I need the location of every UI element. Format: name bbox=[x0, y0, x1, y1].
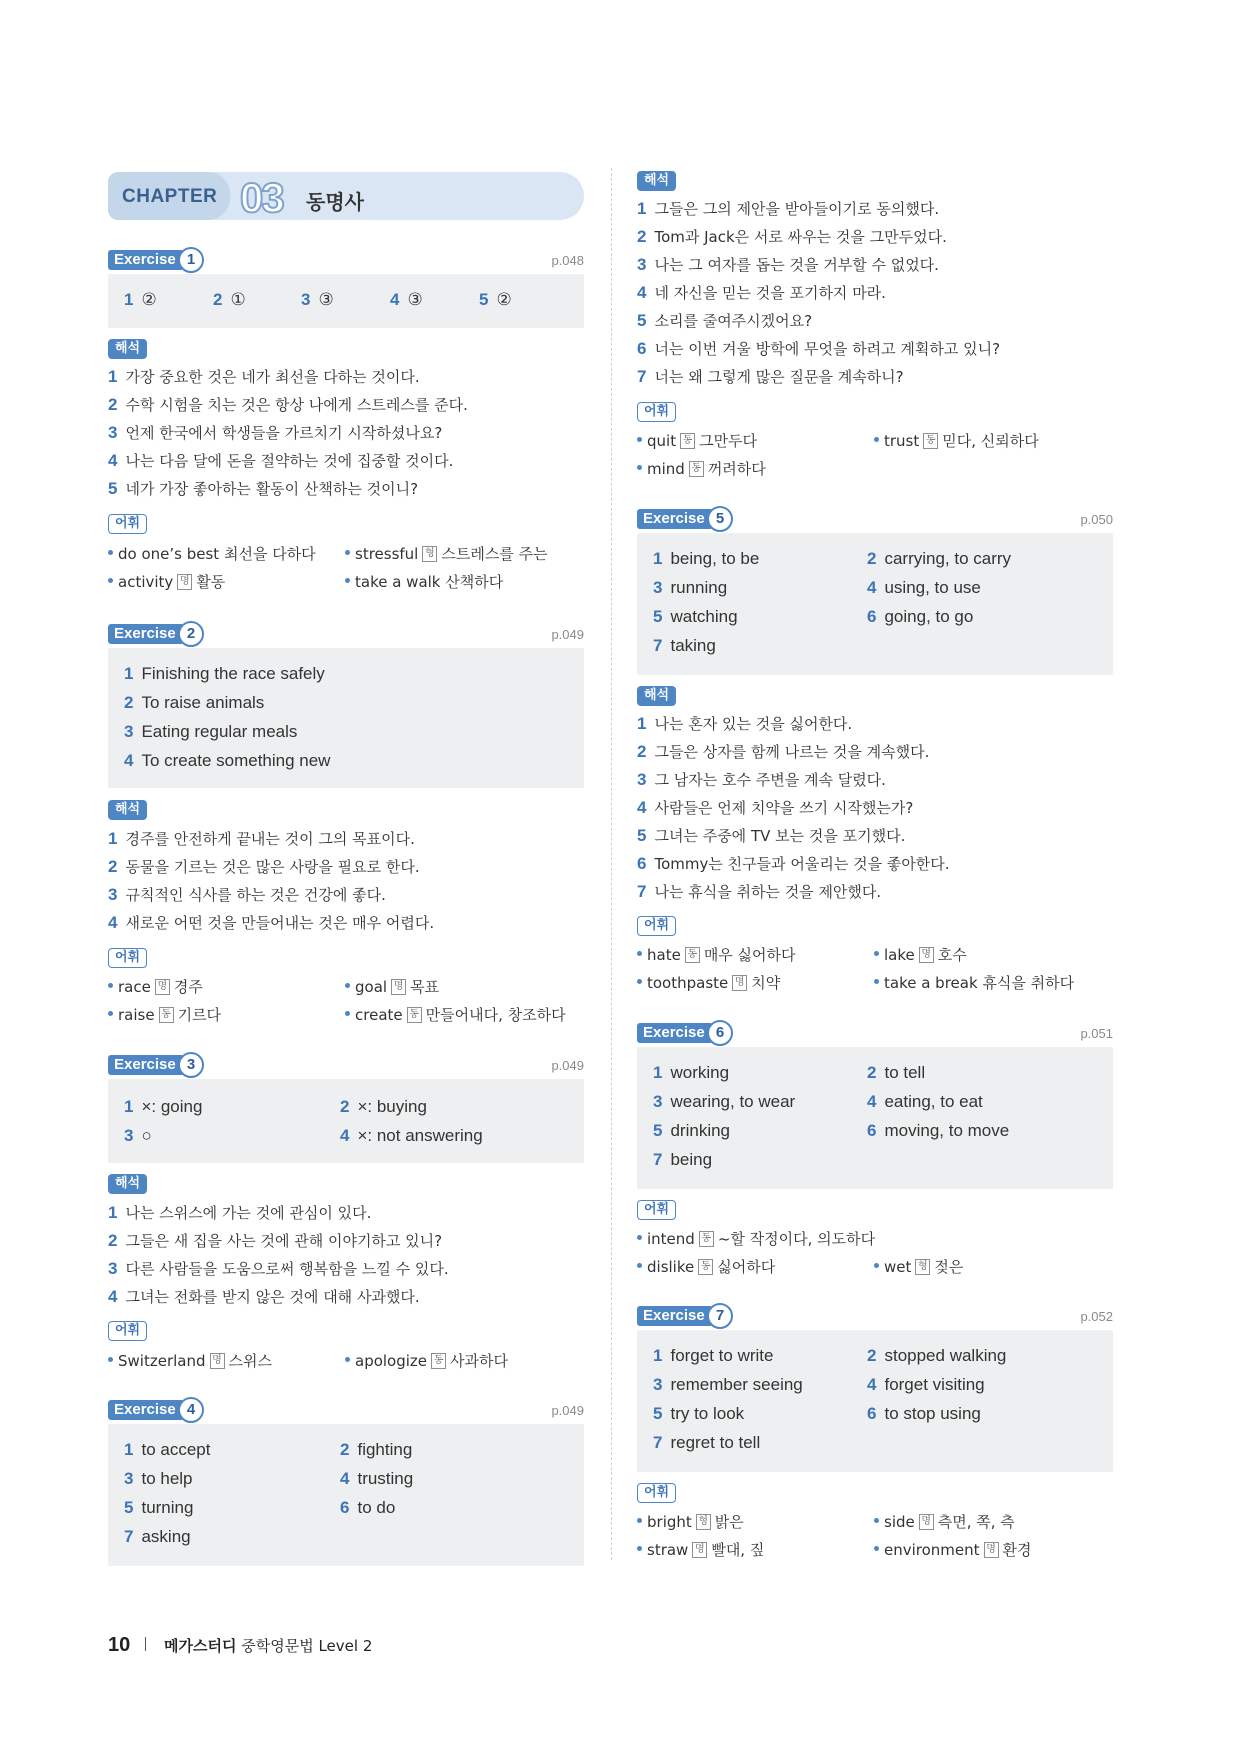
answer-item: 2 carrying, to carry bbox=[867, 549, 1012, 568]
answer-item: 3 Eating regular meals bbox=[124, 722, 298, 741]
answer-item: 7 taking bbox=[653, 636, 716, 655]
answer-item: 1 ×: going bbox=[124, 1097, 203, 1116]
answer-item: 2 fighting bbox=[340, 1440, 413, 1459]
exercise-label: Exercise bbox=[108, 624, 182, 644]
answer-item: 7 asking bbox=[124, 1527, 191, 1546]
exercise-page-ref: p.052 bbox=[1080, 1309, 1113, 1324]
translation-badge: 해석 bbox=[108, 1174, 147, 1194]
exercise-page-ref: p.049 bbox=[551, 627, 584, 642]
translation-line: 1 나는 혼자 있는 것을 싫어한다. bbox=[637, 714, 853, 733]
translation-line: 7 너는 왜 그렇게 많은 질문을 계속하니? bbox=[637, 367, 904, 386]
answer-item: 1 to accept bbox=[124, 1440, 211, 1459]
footer-title bbox=[164, 1635, 372, 1656]
vocab-badge: 어휘 bbox=[637, 916, 676, 936]
translation-line: 5 네가 가장 좋아하는 활동이 산책하는 것이니? bbox=[108, 479, 419, 498]
exercise-label: Exercise bbox=[637, 1306, 711, 1326]
answer-item: 4 To create something new bbox=[124, 751, 331, 770]
vocab-item: mind 동 꺼려하다 bbox=[637, 458, 766, 479]
exercise-number: 3 bbox=[178, 1052, 204, 1078]
exercise-7-header bbox=[637, 1303, 1113, 1329]
translation-line: 5 소리를 줄여주시겠어요? bbox=[637, 311, 813, 330]
translation-line: 3 그 남자는 호수 주변을 계속 달렸다. bbox=[637, 770, 886, 789]
answer-item: 4 trusting bbox=[340, 1469, 414, 1488]
answer-item: 3 ○ bbox=[124, 1126, 152, 1145]
answer-item: 4 forget visiting bbox=[867, 1375, 985, 1394]
vocab-item: side 명 측면, 쪽, 측 bbox=[874, 1511, 1015, 1532]
answer-item: 5 turning bbox=[124, 1498, 194, 1517]
translation-line: 1 가장 중요한 것은 네가 최선을 다하는 것이다. bbox=[108, 367, 420, 386]
translation-line: 4 사람들은 언제 치약을 쓰기 시작했는가? bbox=[637, 798, 914, 817]
vocab-item: race 명 경주 bbox=[108, 976, 203, 997]
footer-book-title: 중학영문법 Level 2 bbox=[241, 1637, 373, 1655]
vocab-item: take a break 휴식을 취하다 bbox=[874, 972, 1074, 993]
vocab-badge: 어휘 bbox=[637, 1483, 676, 1503]
answer-item: 6 moving, to move bbox=[867, 1121, 1010, 1140]
exercise-6-header bbox=[637, 1020, 1113, 1046]
vocab-badge: 어휘 bbox=[108, 948, 147, 968]
translation-line: 3 규칙적인 식사를 하는 것은 건강에 좋다. bbox=[108, 885, 386, 904]
exercise-page-ref: p.051 bbox=[1080, 1026, 1113, 1041]
translation-line: 1 경주를 안전하게 끝내는 것이 그의 목표이다. bbox=[108, 829, 415, 848]
exercise-label: Exercise bbox=[108, 250, 182, 270]
vocab-badge: 어휘 bbox=[637, 402, 676, 422]
vocab-item: quit 동 그만두다 bbox=[637, 430, 757, 451]
vocab-badge: 어휘 bbox=[637, 1200, 676, 1220]
answer-item: 2 stopped walking bbox=[867, 1346, 1007, 1365]
exercise-2-header bbox=[108, 621, 584, 647]
answer-item: 2 To raise animals bbox=[124, 693, 265, 712]
exercise-1-answer-box bbox=[108, 274, 584, 328]
answer-item: 7 regret to tell bbox=[653, 1433, 761, 1452]
translation-line: 6 Tommy는 친구들과 어울리는 것을 좋아한다. bbox=[637, 854, 950, 873]
answer-item: 7 being bbox=[653, 1150, 713, 1169]
answer-item: 5 try to look bbox=[653, 1404, 745, 1423]
translation-line: 2 그들은 새 집을 사는 것에 관해 이야기하고 있니? bbox=[108, 1231, 443, 1250]
answer-item: 4 using, to use bbox=[867, 578, 981, 597]
translation-line: 1 그들은 그의 제안을 받아들이기로 동의했다. bbox=[637, 199, 940, 218]
column-divider bbox=[611, 168, 612, 1560]
translation-line: 3 나는 그 여자를 돕는 것을 거부할 수 없었다. bbox=[637, 255, 939, 274]
exercise-4-header bbox=[108, 1397, 584, 1423]
answer-item: 1 forget to write bbox=[653, 1346, 774, 1365]
exercise-5-answer-box bbox=[637, 533, 1113, 675]
exercise-3-answer-box bbox=[108, 1079, 584, 1163]
answer-item: 6 going, to go bbox=[867, 607, 974, 626]
exercise-number: 2 bbox=[178, 621, 204, 647]
exercise-1-header bbox=[108, 247, 584, 273]
translation-line: 7 나는 휴식을 취하는 것을 제안했다. bbox=[637, 882, 882, 901]
vocab-item: goal 명 목표 bbox=[345, 976, 439, 997]
vocab-item: stressful 형 스트레스를 주는 bbox=[345, 543, 548, 564]
translation-line: 4 그녀는 전화를 받지 않은 것에 대해 사과했다. bbox=[108, 1287, 420, 1306]
chapter-number: 03 bbox=[240, 174, 283, 220]
answer-item: 2 ① bbox=[213, 290, 246, 309]
vocab-item: dislike 동 싫어하다 bbox=[637, 1256, 775, 1277]
translation-line: 2 수학 시험을 치는 것은 항상 나에게 스트레스를 준다. bbox=[108, 395, 468, 414]
answer-item: 1 Finishing the race safely bbox=[124, 664, 325, 683]
exercise-label: Exercise bbox=[637, 509, 711, 529]
exercise-number: 1 bbox=[178, 247, 204, 273]
exercise-page-ref: p.050 bbox=[1080, 512, 1113, 527]
answer-item: 4 ×: not answering bbox=[340, 1126, 483, 1145]
exercise-page-ref: p.048 bbox=[551, 253, 584, 268]
vocab-item: bright 형 밝은 bbox=[637, 1511, 744, 1532]
vocab-item: straw 명 빨대, 짚 bbox=[637, 1539, 764, 1560]
translation-badge: 해석 bbox=[637, 686, 676, 706]
vocab-badge: 어휘 bbox=[108, 514, 147, 534]
chapter-header bbox=[108, 172, 584, 220]
vocab-item: do one’s best 최선을 다하다 bbox=[108, 543, 316, 564]
translation-line: 2 동물을 기르는 것은 많은 사랑을 필요로 한다. bbox=[108, 857, 420, 876]
page-number: 10 bbox=[108, 1634, 131, 1656]
answer-item: 1 being, to be bbox=[653, 549, 760, 568]
vocab-item: activity 명 활동 bbox=[108, 571, 225, 592]
vocab-item: environment 명 환경 bbox=[874, 1539, 1032, 1560]
translation-line: 5 그녀는 주중에 TV 보는 것을 포기했다. bbox=[637, 826, 906, 845]
exercise-number: 5 bbox=[707, 506, 733, 532]
answer-item: 5 drinking bbox=[653, 1121, 731, 1140]
answer-item: 2 to tell bbox=[867, 1063, 926, 1082]
translation-line: 3 다른 사람들을 도움으로써 행복함을 느낄 수 있다. bbox=[108, 1259, 449, 1278]
translation-badge: 해석 bbox=[637, 171, 676, 191]
vocab-item: raise 동 기르다 bbox=[108, 1004, 221, 1025]
translation-line: 3 언제 한국에서 학생들을 가르치기 시작하셨나요? bbox=[108, 423, 443, 442]
vocab-item: intend 동 ~할 작정이다, 의도하다 bbox=[637, 1228, 875, 1249]
exercise-3-header bbox=[108, 1052, 584, 1078]
translation-line: 2 Tom과 Jack은 서로 싸우는 것을 그만두었다. bbox=[637, 227, 947, 246]
answer-item: 4 eating, to eat bbox=[867, 1092, 983, 1111]
vocab-item: apologize 동 사과하다 bbox=[345, 1350, 508, 1371]
exercise-7-answer-box bbox=[637, 1330, 1113, 1472]
answer-item: 3 remember seeing bbox=[653, 1375, 803, 1394]
answer-item: 3 running bbox=[653, 578, 728, 597]
answer-item: 5 watching bbox=[653, 607, 738, 626]
chapter-title: 동명사 bbox=[306, 190, 364, 214]
vocab-item: create 동 만들어내다, 창조하다 bbox=[345, 1004, 566, 1025]
exercise-page-ref: p.049 bbox=[551, 1403, 584, 1418]
translation-line: 4 나는 다음 달에 돈을 절약하는 것에 집중할 것이다. bbox=[108, 451, 454, 470]
translation-line: 4 네 자신을 믿는 것을 포기하지 마라. bbox=[637, 283, 886, 302]
vocab-item: take a walk 산책하다 bbox=[345, 571, 503, 592]
translation-line: 6 너는 이번 겨울 방학에 무엇을 하려고 계획하고 있니? bbox=[637, 339, 1001, 358]
answer-item: 6 to stop using bbox=[867, 1404, 981, 1423]
answer-item: 1 ② bbox=[124, 290, 157, 309]
exercise-label: Exercise bbox=[108, 1400, 182, 1420]
translation-badge: 해석 bbox=[108, 339, 147, 359]
exercise-2-answer-box bbox=[108, 648, 584, 788]
answer-item: 6 to do bbox=[340, 1498, 396, 1517]
vocab-item: hate 동 매우 싫어하다 bbox=[637, 944, 796, 965]
answer-item: 3 to help bbox=[124, 1469, 193, 1488]
translation-badge: 해석 bbox=[108, 800, 147, 820]
exercise-number: 6 bbox=[707, 1020, 733, 1046]
exercise-5-header bbox=[637, 506, 1113, 532]
exercise-number: 4 bbox=[178, 1397, 204, 1423]
exercise-label: Exercise bbox=[108, 1055, 182, 1075]
answer-item: 1 working bbox=[653, 1063, 730, 1082]
translation-line: 2 그들은 상자를 함께 나르는 것을 계속했다. bbox=[637, 742, 930, 761]
translation-line: 1 나는 스위스에 가는 것에 관심이 있다. bbox=[108, 1203, 372, 1222]
exercise-6-answer-box bbox=[637, 1047, 1113, 1189]
translation-line: 4 새로운 어떤 것을 만들어내는 것은 매우 어렵다. bbox=[108, 913, 435, 932]
footer-brand: 메가스터디 bbox=[164, 1637, 237, 1655]
answer-item: 5 ② bbox=[479, 290, 512, 309]
chapter-label: CHAPTER bbox=[122, 186, 218, 207]
exercise-number: 7 bbox=[707, 1303, 733, 1329]
exercise-label: Exercise bbox=[637, 1023, 711, 1043]
vocab-badge: 어휘 bbox=[108, 1321, 147, 1341]
vocab-item: Switzerland 명 스위스 bbox=[108, 1350, 272, 1371]
vocab-item: trust 동 믿다, 신뢰하다 bbox=[874, 430, 1039, 451]
answer-item: 3 ③ bbox=[301, 290, 334, 309]
footer-separator bbox=[145, 1637, 146, 1651]
answer-item: 4 ③ bbox=[390, 290, 423, 309]
vocab-item: lake 명 호수 bbox=[874, 944, 967, 965]
vocab-item: toothpaste 명 치약 bbox=[637, 972, 780, 993]
exercise-4-answer-box bbox=[108, 1424, 584, 1566]
answer-item: 3 wearing, to wear bbox=[653, 1092, 796, 1111]
answer-item: 2 ×: buying bbox=[340, 1097, 427, 1116]
exercise-page-ref: p.049 bbox=[551, 1058, 584, 1073]
vocab-item: wet 형 젖은 bbox=[874, 1256, 963, 1277]
